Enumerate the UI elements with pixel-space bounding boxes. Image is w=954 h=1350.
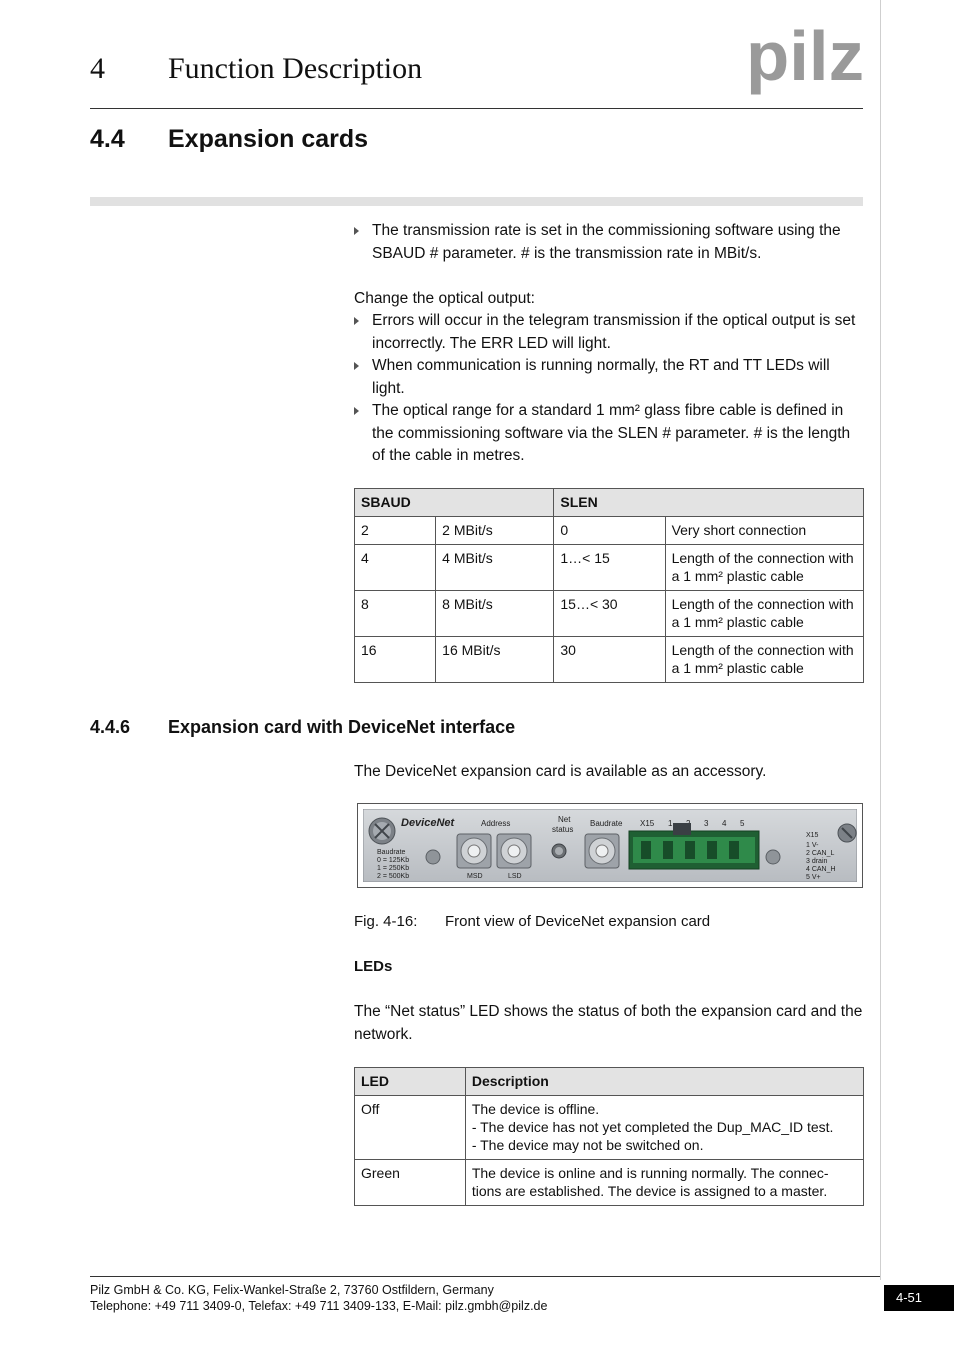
card-baud-legend: 2 = 500Kb	[377, 873, 410, 880]
table-cell: Very short connection	[665, 517, 863, 545]
footer-address: Pilz GmbH & Co. KG, Felix-Wankel-Straße 2, 73760 Ostfildern, Germany	[90, 1283, 494, 1297]
table-cell: 8	[355, 591, 436, 637]
table-header-description: Description	[465, 1068, 863, 1096]
table-cell: 1…< 15	[554, 545, 665, 591]
table-cell: 4 MBit/s	[436, 545, 554, 591]
table-cell: Length of the connection with a 1 mm² plastic cable	[665, 591, 863, 637]
screw-right-icon	[838, 824, 856, 842]
page-edge-rule	[880, 0, 881, 1280]
card-pin-1: 1	[668, 819, 673, 828]
description-line: - The device has not yet completed the Dup_MAC_ID test.	[471, 1119, 834, 1135]
screw-small-icon	[766, 850, 780, 864]
bullet-arrow-icon	[354, 407, 359, 415]
table-row	[355, 591, 864, 637]
chapter-title: Function Description	[168, 52, 423, 85]
card-brand: DeviceNet	[401, 817, 455, 829]
card-lsd-label: LSD	[508, 873, 522, 880]
description-line: The device is online and is running normally. The connec-	[471, 1165, 829, 1181]
header-rule	[90, 108, 863, 109]
table-row	[355, 545, 864, 591]
page-number: 4-51	[884, 1285, 954, 1311]
description-line: - The device may not be switched on.	[471, 1137, 704, 1153]
card-net-label: Net	[558, 815, 571, 824]
footer-contact: Telephone: +49 711 3409-0, Telefax: +49 711 3409-133, E-Mail: pilz.gmbh@pilz.de	[90, 1299, 548, 1313]
section-number: 4.4	[90, 125, 125, 153]
subsection-intro: The DeviceNet expansion card is available as an accessory.	[354, 763, 767, 780]
table-row	[355, 1160, 864, 1206]
card-msd-label: MSD	[467, 873, 483, 880]
figure-caption: Front view of DeviceNet expansion card	[445, 913, 711, 930]
table-cell	[465, 1160, 863, 1206]
card-baud-legend: 0 = 125Kb	[377, 857, 410, 864]
subsection-title: Expansion card with DeviceNet interface	[168, 717, 516, 737]
card-status-label: status	[552, 825, 574, 834]
screw-left-icon	[369, 818, 395, 844]
table-cell: 0	[554, 517, 665, 545]
table-row	[355, 637, 864, 683]
card-pin-3: 3	[704, 819, 709, 828]
footer-rule	[90, 1276, 880, 1277]
table-header-row	[355, 489, 864, 517]
table-cell: 2	[355, 517, 436, 545]
net-status-led	[552, 844, 566, 858]
table-cell: 16 MBit/s	[436, 637, 554, 683]
table-cell: Green	[355, 1160, 466, 1206]
table-row	[355, 517, 864, 545]
baudrate-switch	[585, 834, 619, 868]
table-cell	[465, 1096, 863, 1160]
table-cell: 16	[355, 637, 436, 683]
bullet-arrow-icon	[354, 317, 359, 325]
pilz-logo	[746, 26, 866, 96]
sbaud-slen-table	[354, 488, 864, 683]
screw-small-icon	[426, 850, 440, 864]
card-baud-legend: 1 = 250Kb	[377, 865, 410, 872]
table-header-row	[355, 1068, 864, 1096]
intro-bullet: The transmission rate is set in the commissioning software using the SBAUD # parameter. # is the transmission rate in MBit/s.	[354, 220, 864, 265]
description-line: tions are established. The device is assigned to a master.	[471, 1183, 828, 1199]
devicenet-card-image	[363, 809, 857, 882]
figure-label: Fig. 4-16:	[354, 913, 418, 930]
card-pin-legend: 4 CAN_H	[806, 866, 836, 873]
devicenet-card-figure	[357, 803, 863, 888]
table-cell: Off	[355, 1096, 466, 1160]
table-cell: Length of the connection with a 1 mm² plastic cable	[665, 545, 863, 591]
table-cell: 8 MBit/s	[436, 591, 554, 637]
table-row	[355, 1096, 864, 1160]
led-table	[354, 1067, 864, 1206]
optical-bullet: When communication is running normally, the RT and TT LEDs will light.	[354, 355, 864, 400]
svg-text:pilz: pilz	[746, 26, 864, 95]
card-pin-4: 4	[722, 819, 727, 828]
card-pin-legend: 2 CAN_L	[806, 850, 835, 857]
card-pin-legend: 3 drain	[806, 858, 828, 865]
table-cell: Length of the connection with a 1 mm² plastic cable	[665, 637, 863, 683]
table-header-sbaud: SBAUD	[355, 489, 554, 517]
leds-heading: LEDs	[354, 958, 393, 975]
optical-bullet: The optical range for a standard 1 mm² glass fibre cable is defined in the commissioning software via the SLEN # parameter. # is the length of the cable in metres.	[354, 400, 864, 468]
card-pin-legend: X15	[806, 832, 819, 839]
bullet-arrow-icon	[354, 227, 359, 235]
table-header-led: LED	[355, 1068, 466, 1096]
leds-text: The “Net status” LED shows the status of both the expansion card and the network.	[354, 1003, 863, 1043]
card-pin-5: 5	[740, 819, 745, 828]
subsection-number: 4.4.6	[90, 717, 131, 737]
table-cell: 15…< 30	[554, 591, 665, 637]
card-address-label: Address	[481, 819, 511, 828]
table-cell: 4	[355, 545, 436, 591]
address-lsd-switch	[497, 834, 531, 868]
address-msd-switch	[457, 834, 491, 868]
optical-bullet: Errors will occur in the telegram transmission if the optical output is set incorrectly. The ERR LED will light.	[354, 310, 864, 355]
card-pin-legend: 5 V+	[806, 874, 821, 881]
chapter-number: 4	[90, 52, 105, 85]
table-header-slen: SLEN	[554, 489, 864, 517]
card-baudrate-label: Baudrate	[590, 819, 623, 828]
table-cell: 30	[554, 637, 665, 683]
description-line: The device is offline.	[471, 1101, 600, 1117]
card-pin-legend: 1 V-	[806, 842, 819, 849]
card-x15-label: X15	[640, 819, 655, 828]
section-title: Expansion cards	[168, 125, 369, 153]
table-cell: 2 MBit/s	[436, 517, 554, 545]
section-band	[90, 197, 863, 206]
optical-lead: Change the optical output:	[354, 290, 535, 307]
card-baud-legend: Baudrate	[377, 849, 406, 856]
bullet-arrow-icon	[354, 362, 359, 370]
